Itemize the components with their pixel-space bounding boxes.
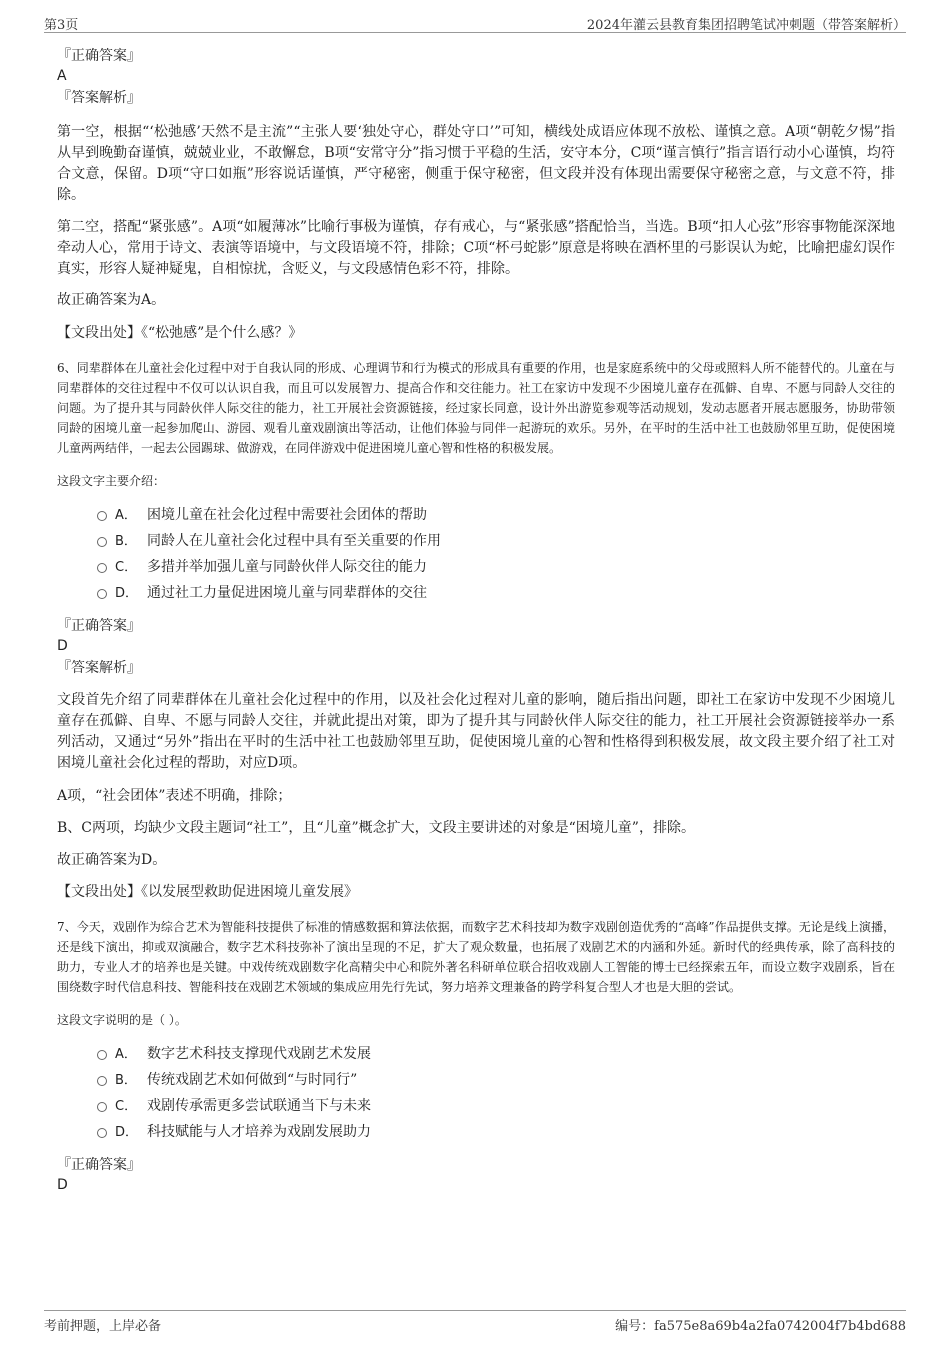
question-prompt: 这段文字说明的是（ ）。 <box>57 1013 187 1027</box>
page-footer <box>44 1310 906 1335</box>
question-prompt: 这段文字主要介绍： <box>57 474 166 488</box>
correct-answer: A <box>57 68 67 84</box>
option-b[interactable]: B． 传统戏剧艺术如何做到“与时同行” <box>97 1067 895 1093</box>
option-d[interactable]: D． 通过社工力量促进困境儿童与同辈群体的交往 <box>97 580 895 606</box>
question-text: 6、同辈群体在儿童社会化过程中对于自我认同的形成、心理调节和行为模式的形成具有重要的作用，也是家庭系统中的父母或照料人所不能替代的。儿童在与同辈群体的交往过程中不仅可以认识自我，而且可以发展智力、提高合作和交往能力。社工在家访中发现不少困境儿童存在孤僻、自卑、不愿与同龄人交往的问题。为了提升其与同龄伙伴人际交往的能力，社工开展社会资源链接，经过家长同意，设计外出游览参观等活动规划，发动志愿者开展志愿服务，协助带领同龄的困境儿童一起参加爬山、游园、观看儿童戏剧演出等活动，让他们体验与同伴一起游玩的欢乐。另外，在平时的生活中社工也鼓励邻里互助，促使困境儿童两两结伴，一起去公园踢球、做游戏，在同伴游戏中促进困境儿童心智和性格的积极发展。 <box>57 361 895 455</box>
answer-label: 『正确答案』 <box>57 618 141 634</box>
analysis-paragraph: A项，“社会团体”表述不明确，排除； <box>57 788 292 804</box>
option-c[interactable]: C． 戏剧传承需更多尝试联通当下与未来 <box>97 1093 895 1119</box>
analysis-label: 『答案解析』 <box>57 660 141 676</box>
radio-icon[interactable] <box>97 589 107 599</box>
option-c[interactable]: C． 多措并举加强儿童与同龄伙伴人际交往的能力 <box>97 554 895 580</box>
option-d[interactable]: D． 科技赋能与人才培养为戏剧发展助力 <box>97 1119 895 1145</box>
document-code: 编号：fa575e8a69b4a2fa0742004f7b4bd688 <box>615 1319 906 1334</box>
radio-icon[interactable] <box>97 1102 107 1112</box>
source-citation: 【文段出处】《以发展型救助促进困境儿童发展》 <box>57 884 358 900</box>
correct-answer: D <box>57 1177 68 1193</box>
option-a[interactable]: A． 数字艺术科技支撑现代戏剧艺术发展 <box>97 1041 895 1067</box>
answer-label: 『正确答案』 <box>57 48 141 64</box>
analysis-label: 『答案解析』 <box>57 90 141 106</box>
radio-icon[interactable] <box>97 511 107 521</box>
radio-icon[interactable] <box>97 537 107 547</box>
analysis-paragraph: 文段首先介绍了同辈群体在儿童社会化过程中的作用，以及社会化过程对儿童的影响，随后指出问题，即社工在家访中发现不少困境儿童存在孤僻、自卑、不愿与同龄人交往，并就此提出对策，即为了提升其与同龄伙伴人际交往的能力，社工开展社会资源链接举办一系列活动，又通过“另外”指出在平时的生活中社工也鼓励邻里互助，促使困境儿童的心智和性格得到积极发展，故文段主要介绍了社工对困境儿童社会化过程的帮助，对应D项。 <box>57 692 895 771</box>
document-title: 2024年灌云县教育集团招聘笔试冲刺题（带答案解析） <box>586 18 906 33</box>
analysis-paragraph: B、C两项，均缺少文段主题词“社工”，且“儿童”概念扩大，文段主要讲述的对象是“困境儿童”，排除。 <box>57 820 695 836</box>
page-number: 第3页 <box>44 18 79 33</box>
question-7 <box>57 917 895 1195</box>
analysis-paragraph: 第一空，根据“‘松弛感’天然不是主流”“主张人要‘独处守心，群处守口’”可知，横线处成语应体现不放松、谨慎之意。A项“朝乾夕惕”指从早到晚勤奋谨慎，兢兢业业，不敢懈怠，B项“安常守分”指习惯于平稳的生活，安守本分，C项“谨言慎行”指言语行动小心谨慎，均符合文意，保留。D项“守口如瓶”形容说话谨慎，严守秘密，侧重于保守秘密，但文段并没有体现出需要保守秘密之意，与文意不符，排除。 <box>57 124 895 203</box>
source-citation: 【文段出处】《“松弛感”是个什么感？》 <box>57 325 303 341</box>
radio-icon[interactable] <box>97 1050 107 1060</box>
option-b[interactable]: B． 同龄人在儿童社会化过程中具有至关重要的作用 <box>97 528 895 554</box>
analysis-paragraph: 第二空，搭配“紧张感”。A项“如履薄冰”比喻行事极为谨慎，存有戒心，与“紧张感”搭配恰当，当选。B项“扣人心弦”形容事物能深深地牵动人心，常用于诗文、表演等语境中，与文段语境不符，排除；C项“杯弓蛇影”原意是将映在酒杯里的弓影误认为蛇，比喻把虚幻误作真实，形容人疑神疑鬼，自相惊扰，含贬义，与文段感情色彩不符，排除。 <box>57 219 895 277</box>
answer-label: 『正确答案』 <box>57 1157 141 1173</box>
option-list <box>57 1041 895 1145</box>
analysis-conclusion: 故正确答案为A。 <box>57 292 166 308</box>
footer-slogan: 考前押题，上岸必备 <box>44 1319 162 1334</box>
page-content <box>57 46 895 1195</box>
correct-answer: D <box>57 638 68 654</box>
q5-answer-block <box>57 46 895 344</box>
option-list <box>57 502 895 606</box>
option-a[interactable]: A． 困境儿童在社会化过程中需要社会团体的帮助 <box>97 502 895 528</box>
radio-icon[interactable] <box>97 1076 107 1086</box>
question-6 <box>57 358 895 903</box>
question-text: 7、今天，戏剧作为综合艺术为智能科技提供了标准的情感数据和算法依据，而数字艺术科技却为数字戏剧创造优秀的“高峰”作品提供支撑。无论是线上演播，还是线下演出，抑或双演融合，数字艺术科技弥补了演出呈现的不足，扩大了观众数量，也拓展了戏剧艺术的内涵和外延。新时代的经典传承，除了高科技的助力，专业人才的培养也是关键。中戏传统戏剧数字化高精尖中心和院外著名科研单位联合招收戏剧人工智能的博士已经探索五年，而设立数字戏剧系，旨在围绕数字时代信息科技、智能科技在戏剧艺术领域的集成应用先行先试，努力培养文理兼备的跨学科复合型人才也是大胆的尝试。 <box>57 920 895 994</box>
radio-icon[interactable] <box>97 563 107 573</box>
radio-icon[interactable] <box>97 1128 107 1138</box>
page-header <box>44 12 906 33</box>
analysis-conclusion: 故正确答案为D。 <box>57 852 167 868</box>
